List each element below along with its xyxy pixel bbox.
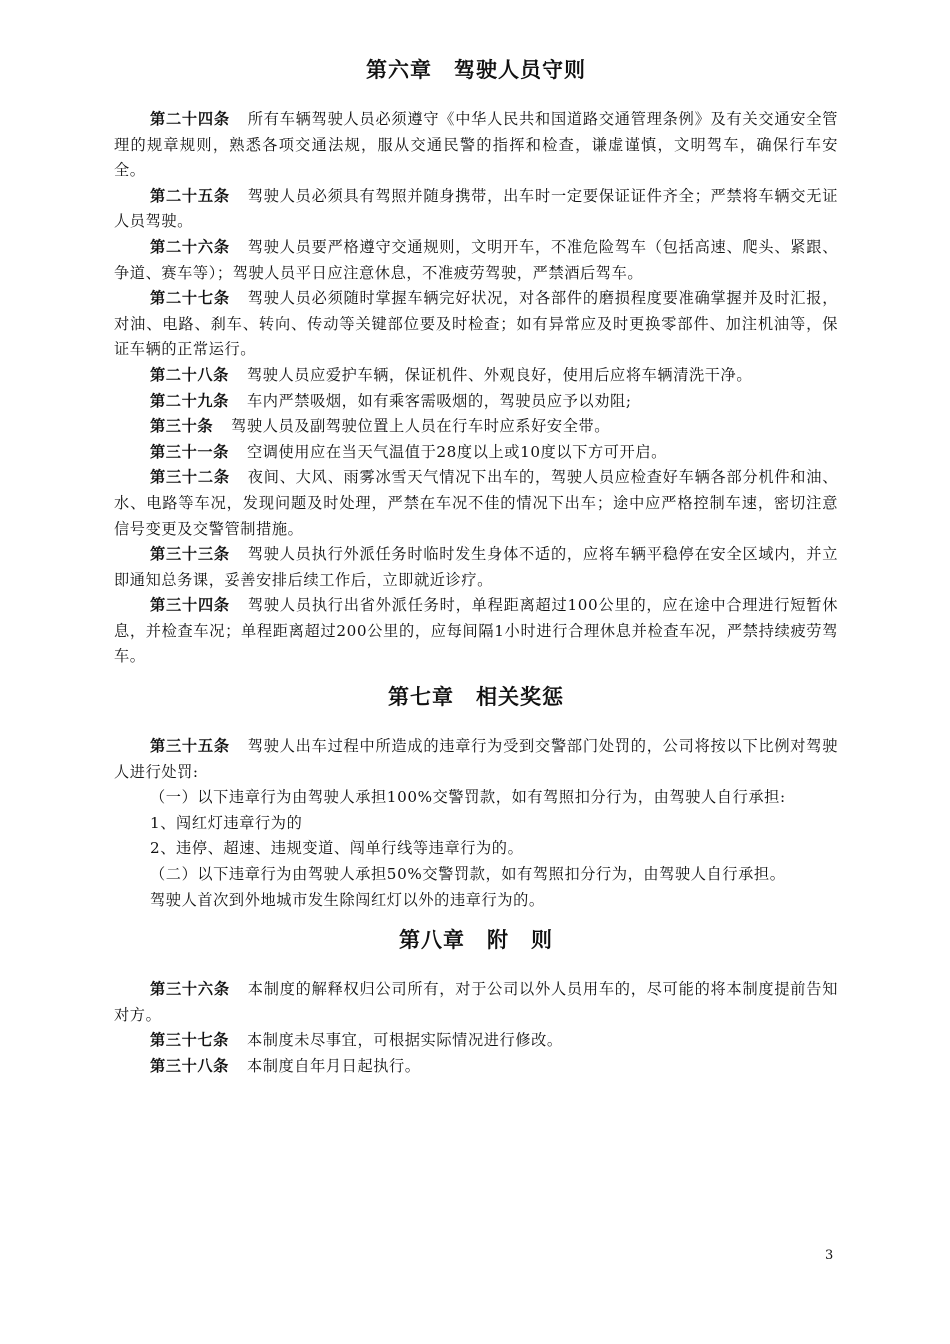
penalty-clause-2: （二）以下违章行为由驾驶人承担50%交警罚款，如有驾照扣分行为，由驾驶人自行承担。 [150,865,786,884]
article-text: 车内严禁吸烟，如有乘客需吸烟的，驾驶员应予以劝阻; [246,391,632,410]
article-text: 驾驶人员及副驾驶位置上人员在行车时应系好安全带。 [231,417,611,436]
article-24 [114,107,838,184]
article-number: 第三十条 [150,417,214,436]
article-35 [114,734,838,785]
article-text: 驾驶人出车过程中所造成的违章行为受到交警部门处罚的，公司将按以下比例对驾驶人进行处罚: [114,737,839,781]
article-number: 第二十四条 [150,110,230,128]
document-body [114,55,838,1080]
article-text: 驾驶人员执行外派任务时临时发生身体不适的，应将车辆平稳停在安全区域内，并立即通知总务课，妥善安排后续工作后，立即就近诊疗。 [114,545,839,589]
article-32 [114,465,838,542]
article-text: 空调使用应在当天气温值于28度以上或10度以下方可开启。 [246,442,667,461]
article-number: 第三十一条 [150,442,229,461]
article-number: 第二十七条 [150,289,230,308]
article-number: 第三十八条 [150,1057,229,1075]
article-number: 第三十四条 [150,596,230,615]
page-number: 3 [825,1248,834,1263]
article-number: 第三十三条 [150,545,230,564]
article-text: 本制度自年月日起执行。 [246,1057,421,1075]
article-38 [114,1054,838,1080]
article-25 [114,184,838,235]
article-text: 驾驶人员必须具有驾照并随身携带，出车时一定要保证证件齐全；严禁将车辆交无证人员驾驶。 [114,186,839,231]
article-number: 第二十六条 [150,237,230,256]
article-31 [114,440,838,466]
article-text: 夜间、大风、雨雾冰雪天气情况下出车的，驾驶人员应检查好车辆各部分机件和油、水、电路等车况，发现问题及时处理，严禁在车况不佳的情况下出车；途中应严格控制车速，密切注意信号变更及交警管制措施。 [114,468,839,538]
article-27 [114,286,838,363]
article-34 [114,593,838,670]
article-text: 驾驶人员必须随时掌握车辆完好状况，对各部件的磨损程度要准确掌握并及时汇报，对油、电路、刹车、转向、传动等关键部位要及时检查；如有异常应及时更换零部件、加注机油等，保证车辆的正常运行。 [114,289,839,359]
article-number: 第二十八条 [150,365,229,384]
article-text: 本制度未尽事宜，可根据实际情况进行修改。 [246,1031,563,1050]
article-30 [114,414,838,440]
article-36 [114,977,838,1028]
article-text: 驾驶人员应爱护车辆，保证机件、外观良好，使用后应将车辆清洗干净。 [246,365,753,384]
penalty-item-3: 驾驶人首次到外地城市发生除闯红灯以外的违章行为的。 [150,890,545,909]
article-text: 驾驶人员执行出省外派任务时，单程距离超过100公里的，应在途中合理进行短暂休息，并检查车况；单程距离超过200公里的，应每间隔1小时进行合理休息并检查车况，严禁持续疲劳驾车。 [114,596,838,666]
article-number: 第二十九条 [150,391,229,410]
penalty-item-2: 2、违停、超速、违规变道、闯单行线等违章行为的。 [150,839,524,858]
article-28 [114,363,838,389]
article-number: 第三十六条 [150,980,230,999]
chapter-8-title: 第八章 附 则 [399,928,553,953]
article-29 [114,389,838,415]
article-33 [114,542,838,593]
article-number: 第三十七条 [150,1031,229,1050]
article-text: 所有车辆驾驶人员必须遵守《中华人民共和国道路交通管理条例》及有关交通安全管理的规章规则，熟悉各项交通法规，服从交通民警的指挥和检查，谦虚谨慎，文明驾车，确保行车安全。 [114,110,839,180]
chapter-6-title: 第六章 驾驶人员守则 [366,58,586,82]
chapter-7-title: 第七章 相关奖惩 [388,685,564,710]
penalty-clause-1: （一）以下违章行为由驾驶人承担100%交警罚款，如有驾照扣分行为，由驾驶人自行承担: [150,788,786,807]
article-37 [114,1028,838,1054]
article-number: 第三十二条 [150,468,230,487]
article-text: 本制度的解释权归公司所有，对于公司以外人员用车的，尽可能的将本制度提前告知对方。 [114,980,839,1024]
article-text: 驾驶人员要严格遵守交通规则，文明开车，不准危险驾车（包括高速、爬头、紧跟、争道、赛车等）；驾驶人员平日应注意休息，不准疲劳驾驶，严禁酒后驾车。 [114,237,839,282]
article-26 [114,235,838,286]
article-number: 第二十五条 [150,186,230,205]
article-number: 第三十五条 [150,737,230,756]
penalty-item-1: 1、闯红灯违章行为的 [150,813,303,832]
